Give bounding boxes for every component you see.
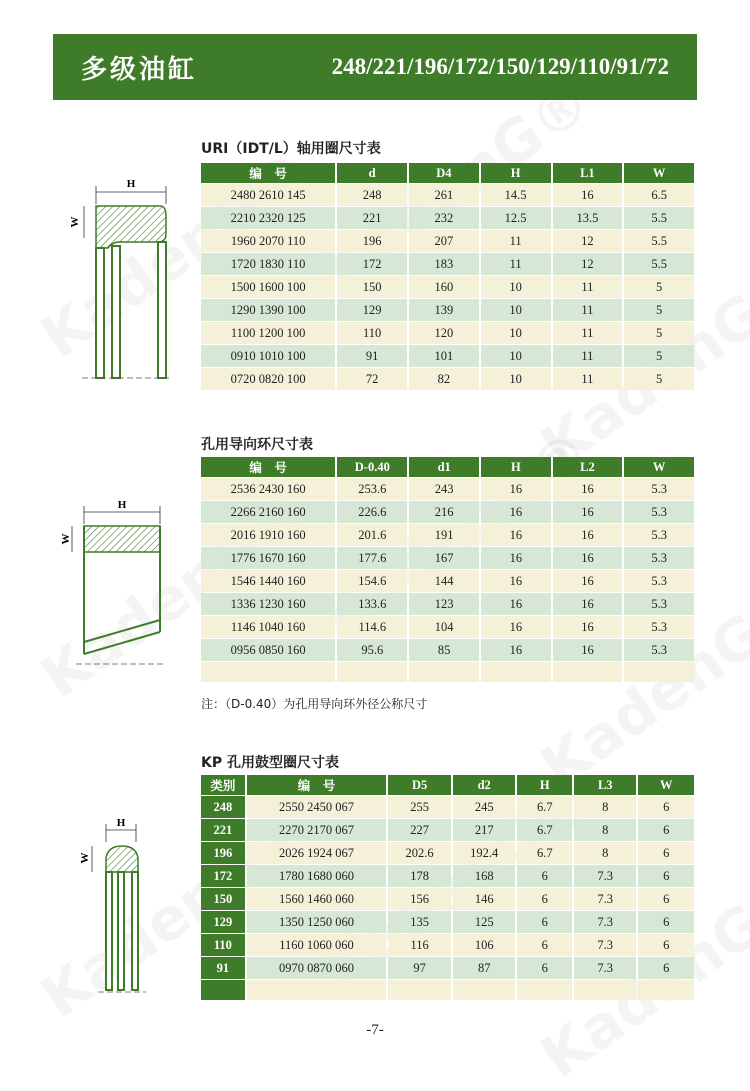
- table-cell: 2536 2430 160: [201, 478, 335, 500]
- table-row: [201, 639, 694, 661]
- table-cell: 12: [553, 230, 623, 252]
- empty-cell: [481, 662, 551, 682]
- table-row: [201, 796, 694, 818]
- table-cell: 192.4: [453, 842, 516, 864]
- table-cell: 129: [337, 299, 407, 321]
- table-cell: 245: [453, 796, 516, 818]
- table-cell: 104: [409, 616, 479, 638]
- category-cell: 110: [201, 934, 245, 956]
- table-row: [201, 184, 694, 206]
- table-row: [201, 819, 694, 841]
- table-cell: 82: [409, 368, 479, 390]
- table-cell: 150: [337, 276, 407, 298]
- table-cell: 16: [553, 501, 623, 523]
- table-cell: 261: [409, 184, 479, 206]
- table-cell: 168: [453, 865, 516, 887]
- table-row: [201, 230, 694, 252]
- table-cell: 10: [481, 345, 551, 367]
- table-cell: 6: [517, 911, 572, 933]
- table-cell: 125: [453, 911, 516, 933]
- empty-cell: [638, 980, 694, 1000]
- table-cell: 1290 1390 100: [201, 299, 335, 321]
- table-cell: 11: [553, 299, 623, 321]
- column-header: W: [624, 163, 694, 183]
- table-cell: 226.6: [337, 501, 407, 523]
- table-cell: 1960 2070 110: [201, 230, 335, 252]
- drum-seal-diagram: [70, 812, 180, 1002]
- table-cell: 6: [517, 888, 572, 910]
- table-cell: 1560 1460 060: [247, 888, 387, 910]
- table-header-row: [201, 163, 694, 183]
- table-cell: 8: [574, 796, 636, 818]
- table-cell: 12: [553, 253, 623, 275]
- table-cell: 2270 2170 067: [247, 819, 387, 841]
- table-cell: 1100 1200 100: [201, 322, 335, 344]
- table-cell: 1146 1040 160: [201, 616, 335, 638]
- table-row: [201, 501, 694, 523]
- table-cell: 243: [409, 478, 479, 500]
- table-cell: 2210 2320 125: [201, 207, 335, 229]
- table-cell: 16: [553, 184, 623, 206]
- table-cell: 16: [553, 547, 623, 569]
- table-cell: 87: [453, 957, 516, 979]
- header-banner: [53, 34, 697, 100]
- table-cell: 16: [481, 593, 551, 615]
- table-cell: 5.3: [624, 478, 694, 500]
- table-row: [201, 570, 694, 592]
- table-cell: 6: [638, 865, 694, 887]
- empty-cell: [453, 980, 516, 1000]
- empty-cell: [388, 980, 451, 1000]
- table-cell: 6: [638, 934, 694, 956]
- table-cell: 101: [409, 345, 479, 367]
- table-cell: 227: [388, 819, 451, 841]
- table-cell: 154.6: [337, 570, 407, 592]
- table-cell: 5: [624, 345, 694, 367]
- category-cell: 248: [201, 796, 245, 818]
- table-cell: 72: [337, 368, 407, 390]
- section1-title: URI（IDT/L）轴用圈尺寸表: [201, 141, 381, 157]
- table-cell: 2550 2450 067: [247, 796, 387, 818]
- column-header: d1: [409, 457, 479, 477]
- column-header: W: [624, 457, 694, 477]
- table-cell: 144: [409, 570, 479, 592]
- table-cell: 16: [481, 547, 551, 569]
- table-cell: 167: [409, 547, 479, 569]
- table-cell: 5.5: [624, 253, 694, 275]
- table-cell: 6: [638, 911, 694, 933]
- table-cell: 7.3: [574, 865, 636, 887]
- table-cell: 114.6: [337, 616, 407, 638]
- table-row: [201, 207, 694, 229]
- table-cell: 11: [481, 230, 551, 252]
- table-cell: 16: [553, 616, 623, 638]
- table-cell: 6: [517, 934, 572, 956]
- table-row: [201, 276, 694, 298]
- column-header: 编 号: [247, 775, 387, 795]
- column-header: H: [481, 163, 551, 183]
- column-header: D4: [409, 163, 479, 183]
- empty-cell: [624, 662, 694, 682]
- table-cell: 232: [409, 207, 479, 229]
- table-cell: 6.7: [517, 796, 572, 818]
- table-cell: 1780 1680 060: [247, 865, 387, 887]
- table-cell: 5.3: [624, 639, 694, 661]
- table-cell: 7.3: [574, 888, 636, 910]
- table-cell: 11: [553, 322, 623, 344]
- table-cell: 85: [409, 639, 479, 661]
- table-cell: 11: [553, 345, 623, 367]
- table-cell: 5.5: [624, 230, 694, 252]
- table-row: [201, 368, 694, 390]
- w-label: W: [69, 216, 81, 228]
- table-cell: 16: [553, 478, 623, 500]
- table-cell: 2026 1924 067: [247, 842, 387, 864]
- header-title: 多级油缸: [81, 54, 198, 85]
- table-cell: 5: [624, 322, 694, 344]
- table-cell: 6: [638, 888, 694, 910]
- column-header: d2: [453, 775, 516, 795]
- column-header: L1: [553, 163, 623, 183]
- section2-note: 注：（D-0.40）为孔用导向环外径公称尺寸: [201, 697, 428, 711]
- rod-seal-diagram: [62, 172, 172, 387]
- table-cell: 16: [481, 478, 551, 500]
- table-cell: 110: [337, 322, 407, 344]
- table-cell: 255: [388, 796, 451, 818]
- table-cell: 183: [409, 253, 479, 275]
- table-cell: 7.3: [574, 934, 636, 956]
- table-cell: 97: [388, 957, 451, 979]
- table-row: [201, 842, 694, 864]
- table-cell: 5.3: [624, 547, 694, 569]
- table-cell: 133.6: [337, 593, 407, 615]
- section2-title: 孔用导向环尺寸表: [201, 437, 313, 453]
- table-header-row: [201, 457, 694, 477]
- h-label: H: [126, 178, 136, 190]
- table-cell: 6: [517, 957, 572, 979]
- table-cell: 7.3: [574, 957, 636, 979]
- table-cell: 16: [553, 639, 623, 661]
- table-cell: 201.6: [337, 524, 407, 546]
- empty-cell: [409, 662, 479, 682]
- table-row: [201, 616, 694, 638]
- table-row: [201, 911, 694, 933]
- table-cell: 221: [337, 207, 407, 229]
- table-cell: 16: [481, 616, 551, 638]
- table-cell: 2480 2610 145: [201, 184, 335, 206]
- table-cell: 0956 0850 160: [201, 639, 335, 661]
- table-cell: 6: [638, 796, 694, 818]
- table-cell: 207: [409, 230, 479, 252]
- empty-cell: [337, 662, 407, 682]
- section1-table: [199, 162, 696, 391]
- table-cell: 191: [409, 524, 479, 546]
- table-cell: 16: [553, 570, 623, 592]
- table-cell: 146: [453, 888, 516, 910]
- section3-table: [199, 774, 696, 1001]
- table-row: [201, 957, 694, 979]
- table-row: [201, 253, 694, 275]
- table-cell: 196: [337, 230, 407, 252]
- column-header: 编 号: [201, 457, 335, 477]
- section2-table: [199, 456, 696, 683]
- table-cell: 0720 0820 100: [201, 368, 335, 390]
- column-header: W: [638, 775, 694, 795]
- table-cell: 16: [481, 501, 551, 523]
- table-cell: 106: [453, 934, 516, 956]
- column-header: D-0.40: [337, 457, 407, 477]
- table-cell: 139: [409, 299, 479, 321]
- header-models: 248/221/196/172/150/129/110/91/72: [331, 54, 669, 79]
- table-cell: 6: [638, 819, 694, 841]
- table-cell: 95.6: [337, 639, 407, 661]
- table-cell: 8: [574, 842, 636, 864]
- blank-row: [201, 980, 694, 1000]
- column-header: L3: [574, 775, 636, 795]
- empty-cell: [517, 980, 572, 1000]
- table-cell: 6: [638, 957, 694, 979]
- category-cell: 129: [201, 911, 245, 933]
- table-cell: 11: [481, 253, 551, 275]
- table-row: [201, 299, 694, 321]
- table-row: [201, 934, 694, 956]
- table-cell: 5.5: [624, 207, 694, 229]
- table-cell: 6.5: [624, 184, 694, 206]
- empty-cell: [201, 980, 245, 1000]
- table-cell: 7.3: [574, 911, 636, 933]
- table-cell: 1546 1440 160: [201, 570, 335, 592]
- table-cell: 11: [553, 276, 623, 298]
- table-cell: 160: [409, 276, 479, 298]
- table-cell: 5: [624, 299, 694, 321]
- table-row: [201, 593, 694, 615]
- table-cell: 1500 1600 100: [201, 276, 335, 298]
- table-cell: 10: [481, 368, 551, 390]
- table-row: [201, 345, 694, 367]
- column-header: L2: [553, 457, 623, 477]
- table-cell: 16: [481, 639, 551, 661]
- table-cell: 1336 1230 160: [201, 593, 335, 615]
- table-cell: 6: [517, 865, 572, 887]
- category-cell: 150: [201, 888, 245, 910]
- table-cell: 120: [409, 322, 479, 344]
- table-row: [201, 865, 694, 887]
- table-cell: 12.5: [481, 207, 551, 229]
- table-cell: 0910 1010 100: [201, 345, 335, 367]
- table-cell: 5.3: [624, 593, 694, 615]
- table-cell: 116: [388, 934, 451, 956]
- table-row: [201, 322, 694, 344]
- table-row: [201, 478, 694, 500]
- table-cell: 123: [409, 593, 479, 615]
- table-cell: 202.6: [388, 842, 451, 864]
- table-cell: 8: [574, 819, 636, 841]
- table-cell: 5.3: [624, 524, 694, 546]
- table-cell: 1776 1670 160: [201, 547, 335, 569]
- table-cell: 10: [481, 276, 551, 298]
- page-number: -7-: [366, 1022, 384, 1038]
- table-cell: 10: [481, 299, 551, 321]
- column-header: H: [481, 457, 551, 477]
- empty-cell: [574, 980, 636, 1000]
- table-cell: 178: [388, 865, 451, 887]
- column-header: 类别: [201, 775, 245, 795]
- table-cell: 253.6: [337, 478, 407, 500]
- section3-title: KP 孔用鼓型圈尺寸表: [201, 755, 339, 771]
- table-header-row: [201, 775, 694, 795]
- table-cell: 5.3: [624, 616, 694, 638]
- category-cell: 172: [201, 865, 245, 887]
- h-label: H: [116, 817, 126, 829]
- column-header: 编 号: [201, 163, 335, 183]
- table-cell: 16: [553, 524, 623, 546]
- category-cell: 221: [201, 819, 245, 841]
- w-label: W: [79, 852, 91, 864]
- table-cell: 14.5: [481, 184, 551, 206]
- h-label: H: [117, 499, 127, 511]
- table-cell: 6: [638, 842, 694, 864]
- table-cell: 6.7: [517, 819, 572, 841]
- table-cell: 2016 1910 160: [201, 524, 335, 546]
- table-cell: 10: [481, 322, 551, 344]
- table-cell: 248: [337, 184, 407, 206]
- table-cell: 16: [481, 570, 551, 592]
- table-row: [201, 547, 694, 569]
- table-cell: 91: [337, 345, 407, 367]
- blank-row: [201, 662, 694, 682]
- table-cell: 177.6: [337, 547, 407, 569]
- table-cell: 1720 1830 110: [201, 253, 335, 275]
- table-cell: 135: [388, 911, 451, 933]
- table-cell: 5: [624, 368, 694, 390]
- table-cell: 217: [453, 819, 516, 841]
- table-cell: 5.3: [624, 501, 694, 523]
- w-label: W: [60, 533, 72, 545]
- table-cell: 13.5: [553, 207, 623, 229]
- table-row: [201, 524, 694, 546]
- category-cell: 91: [201, 957, 245, 979]
- table-cell: 156: [388, 888, 451, 910]
- table-cell: 216: [409, 501, 479, 523]
- table-cell: 6.7: [517, 842, 572, 864]
- table-cell: 172: [337, 253, 407, 275]
- empty-cell: [201, 662, 335, 682]
- table-cell: 5.3: [624, 570, 694, 592]
- guide-ring-diagram: [58, 496, 168, 666]
- column-header: D5: [388, 775, 451, 795]
- table-cell: 16: [481, 524, 551, 546]
- table-cell: 11: [553, 368, 623, 390]
- column-header: H: [517, 775, 572, 795]
- table-cell: 5: [624, 276, 694, 298]
- table-cell: 2266 2160 160: [201, 501, 335, 523]
- table-cell: 1350 1250 060: [247, 911, 387, 933]
- category-cell: 196: [201, 842, 245, 864]
- table-cell: 16: [553, 593, 623, 615]
- table-cell: 1160 1060 060: [247, 934, 387, 956]
- column-header: d: [337, 163, 407, 183]
- table-row: [201, 888, 694, 910]
- table-cell: 0970 0870 060: [247, 957, 387, 979]
- empty-cell: [247, 980, 387, 1000]
- empty-cell: [553, 662, 623, 682]
